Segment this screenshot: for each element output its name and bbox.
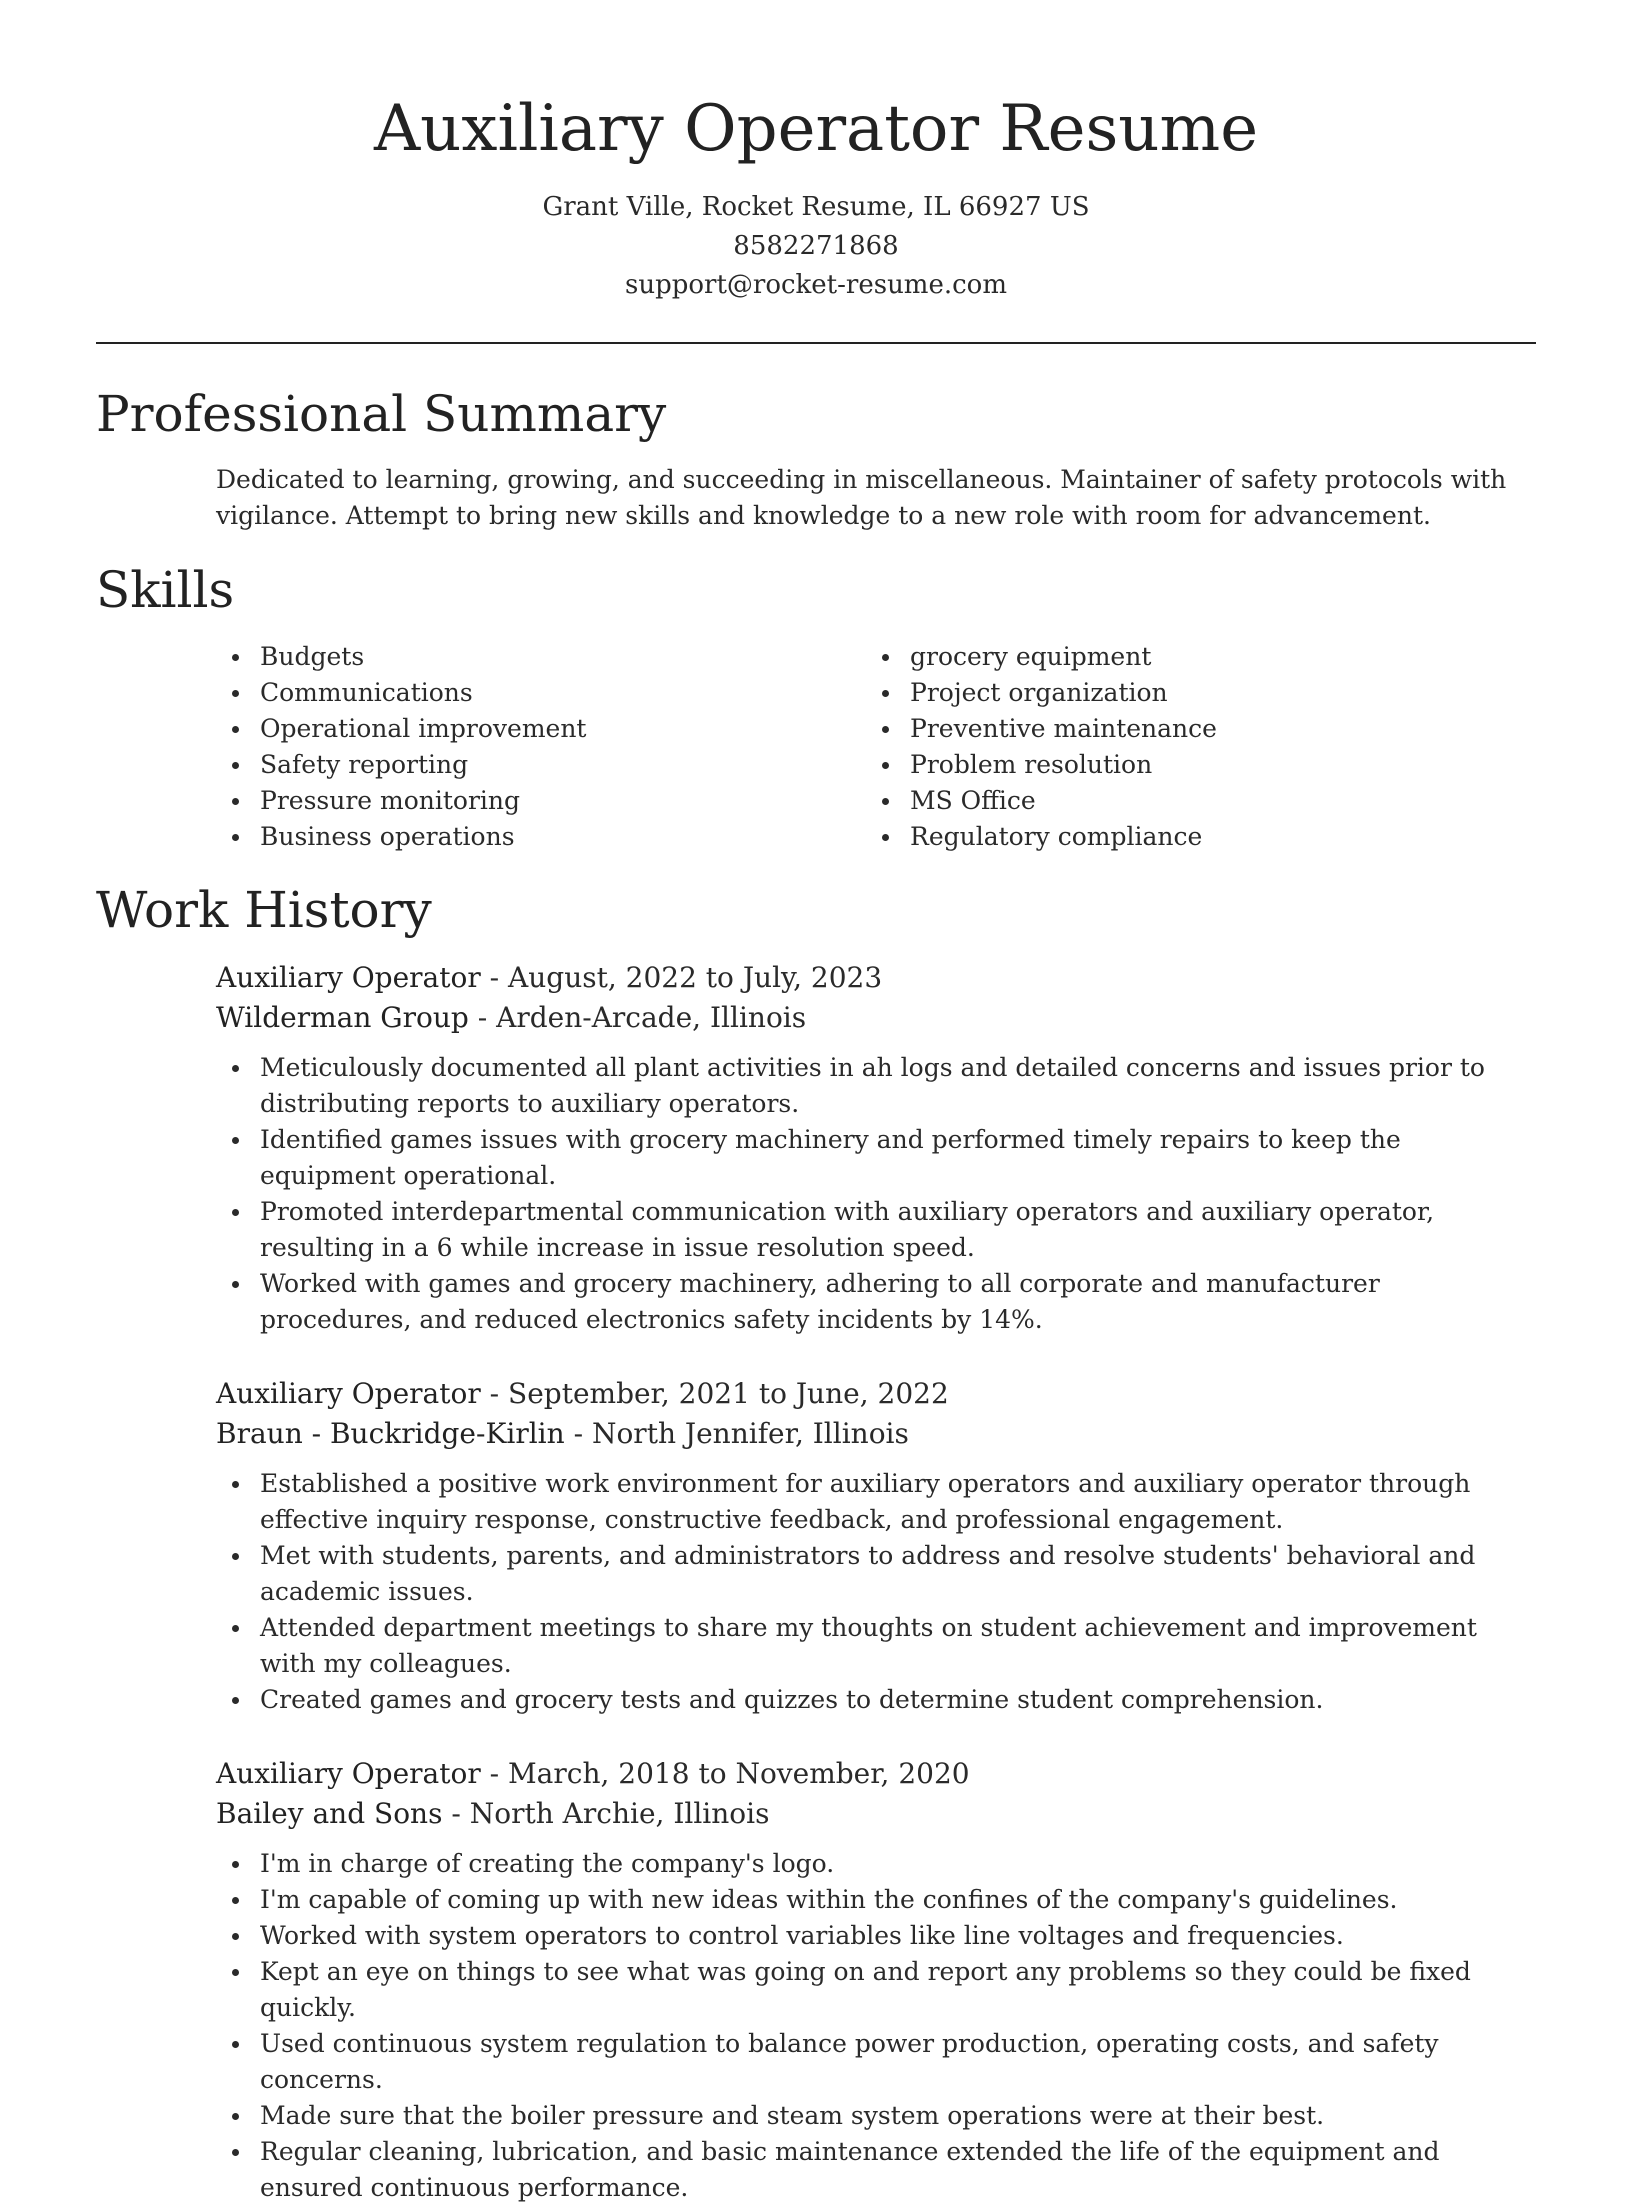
job-separator: -: [489, 961, 509, 994]
job-dates: September, 2021 to June, 2022: [508, 1377, 949, 1410]
job-role: Auxiliary Operator: [216, 961, 481, 994]
job-role: Auxiliary Operator: [216, 1757, 481, 1790]
resume-header: [0, 0, 1632, 305]
skill-item: Pressure monitoring: [216, 783, 836, 819]
job-separator: -: [489, 1757, 509, 1790]
job-bullet: Worked with games and grocery machinery, adhering to all corporate and manufacturer procedures, and reduced electronics safety incidents by 14%.: [216, 1266, 1536, 1338]
job-title-line: [216, 958, 1536, 998]
header-divider: [96, 342, 1536, 344]
contact-phone: 8582271868: [733, 231, 899, 261]
job-bullet: Made sure that the boiler pressure and steam system operations were at their best.: [216, 2098, 1536, 2134]
skill-item: Problem resolution: [866, 747, 1486, 783]
job-bullet: Used continuous system regulation to balance power production, operating costs, and safety concerns.: [216, 2026, 1536, 2098]
job-bullet: Worked with system operators to control variables like line voltages and frequencies.: [216, 1918, 1536, 1954]
job-location: Arden-Arcade, Illinois: [496, 1001, 807, 1034]
job-bullet: Meticulously documented all plant activities in ah logs and detailed concerns and issues prior to distributing reports to auxiliary operators.: [216, 1050, 1536, 1122]
job-entry: [216, 1374, 1536, 1718]
contact-address: Grant Ville, Rocket Resume, IL 66927 US: [542, 192, 1090, 222]
skill-item: Regulatory compliance: [866, 819, 1486, 855]
skill-item: Communications: [216, 675, 836, 711]
job-bullet: I'm in charge of creating the company's logo.: [216, 1846, 1536, 1882]
skill-item: grocery equipment: [866, 639, 1486, 675]
skill-item: Operational improvement: [216, 711, 836, 747]
job-bullet: Established a positive work environment for auxiliary operators and auxiliary operator through effective inquiry response, constructive feedback, and professional engagement.: [216, 1466, 1536, 1538]
skill-item: MS Office: [866, 783, 1486, 819]
job-separator: -: [477, 1001, 497, 1034]
job-company: Braun - Buckridge-Kirlin: [216, 1417, 565, 1450]
job-separator: -: [573, 1417, 592, 1450]
summary-text: Dedicated to learning, growing, and succeeding in miscellaneous. Maintainer of safety protocols with vigilance. Attempt to bring new skills and knowledge to a new role with room for advancement.: [216, 465, 1507, 530]
job-title-line: [216, 1374, 1536, 1414]
job-location: North Archie, Illinois: [469, 1797, 770, 1830]
skill-item: Project organization: [866, 675, 1486, 711]
job-bullet: Regular cleaning, lubrication, and basic maintenance extended the life of the equipment and ensured continuous performance.: [216, 2134, 1536, 2206]
work-history-heading: Work History: [96, 881, 432, 939]
job-entry: [216, 958, 1536, 1338]
job-company: Bailey and Sons: [216, 1797, 443, 1830]
job-bullets: [216, 1846, 1536, 2206]
job-company-line: [216, 1414, 1536, 1454]
skill-item: Preventive maintenance: [866, 711, 1486, 747]
job-company: Wilderman Group: [216, 1001, 469, 1034]
contact-email: support@rocket-resume.com: [624, 270, 1007, 300]
skills-column-left: [216, 639, 836, 855]
job-company-line: [216, 1794, 1536, 1834]
job-entry: [216, 1754, 1536, 2206]
job-role: Auxiliary Operator: [216, 1377, 481, 1410]
resume-title: Auxiliary Operator Resume: [373, 92, 1259, 166]
job-bullet: Promoted interdepartmental communication with auxiliary operators and auxiliary operator, resulting in a 6 while increase in issue resolution speed.: [216, 1194, 1536, 1266]
skill-item: Business operations: [216, 819, 836, 855]
skills-column-right: [866, 639, 1486, 855]
job-company-line: [216, 998, 1536, 1038]
job-bullet: Attended department meetings to share my thoughts on student achievement and improvement with my colleagues.: [216, 1610, 1536, 1682]
job-bullet: Created games and grocery tests and quizzes to determine student comprehension.: [216, 1682, 1536, 1718]
job-location: North Jennifer, Illinois: [591, 1417, 909, 1450]
job-title-line: [216, 1754, 1536, 1794]
skill-item: Budgets: [216, 639, 836, 675]
skill-item: Safety reporting: [216, 747, 836, 783]
job-separator: -: [489, 1377, 509, 1410]
job-bullet: Met with students, parents, and administrators to address and resolve students' behavioral and academic issues.: [216, 1538, 1536, 1610]
job-separator: -: [451, 1797, 470, 1830]
job-bullets: [216, 1050, 1536, 1338]
job-dates: March, 2018 to November, 2020: [508, 1757, 970, 1790]
job-bullet: Kept an eye on things to see what was going on and report any problems so they could be fixed quickly.: [216, 1954, 1536, 2026]
skills-heading: Skills: [96, 561, 235, 619]
job-dates: August, 2022 to July, 2023: [508, 961, 883, 994]
job-bullet: Identified games issues with grocery machinery and performed timely repairs to keep the equipment operational.: [216, 1122, 1536, 1194]
contact-info: [0, 188, 1632, 305]
summary-heading: Professional Summary: [96, 385, 667, 443]
job-bullets: [216, 1466, 1536, 1718]
job-bullet: I'm capable of coming up with new ideas within the confines of the company's guidelines.: [216, 1882, 1536, 1918]
